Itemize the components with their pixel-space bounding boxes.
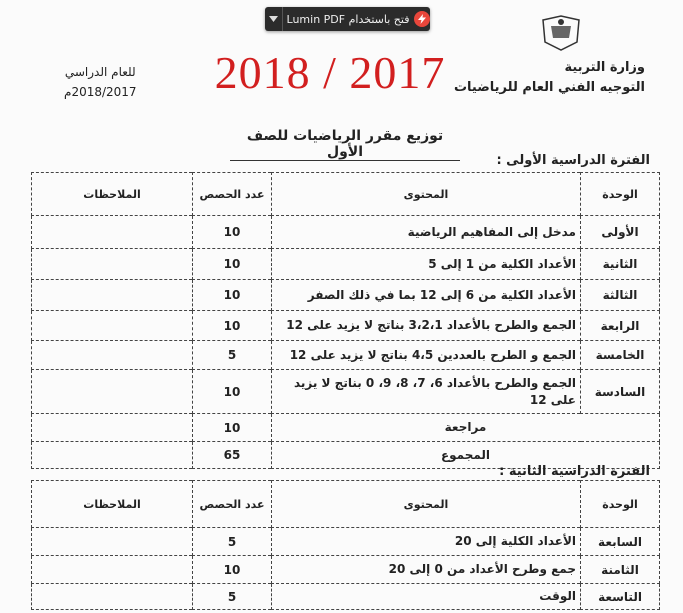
unit-cell: الخامسة	[581, 341, 660, 370]
header-unit: الوحدة	[581, 173, 660, 216]
review-label: مراجعة	[272, 414, 660, 442]
ministry-name: وزارة التربية	[564, 60, 645, 75]
table-row	[32, 528, 660, 556]
unit-cell: الثالثة	[581, 280, 660, 311]
notes-cell	[32, 280, 193, 311]
table-row	[32, 556, 660, 584]
total-count: 65	[193, 442, 272, 469]
header-content: المحتوى	[272, 481, 581, 528]
header-count: عدد الحصص	[193, 173, 272, 216]
table-row	[32, 249, 660, 280]
notes-cell	[32, 442, 193, 469]
year-title: 2018 / 2017	[214, 47, 446, 98]
supervision-name: التوجيه الفني العام للرياضيات	[453, 80, 645, 95]
content-cell: الأعداد الكلية إلى 20	[272, 528, 581, 556]
count-cell: 10	[193, 249, 272, 280]
header-notes: الملاحظات	[32, 481, 193, 528]
unit-cell: السابعة	[581, 528, 660, 556]
school-year-block	[64, 62, 137, 102]
review-count: 10	[193, 414, 272, 442]
table-header-row	[32, 481, 660, 528]
content-cell: الجمع والطرح بالأعداد 6، 7، 8، 9، 0 بناتج لا يزيد على 12	[272, 370, 581, 414]
total-label: المجموع	[272, 442, 660, 469]
lumin-open-bar[interactable]	[265, 7, 430, 31]
unit-cell: الثانية	[581, 249, 660, 280]
header-content: المحتوى	[272, 173, 581, 216]
table-row	[32, 216, 660, 249]
content-cell: مدخل إلى المفاهيم الرياضية	[272, 216, 581, 249]
term2-title: الفترة الدراسية الثانية :	[499, 464, 650, 479]
lumin-logo-icon	[413, 7, 430, 31]
notes-cell	[32, 528, 193, 556]
count-cell: 5	[193, 584, 272, 610]
notes-cell	[32, 311, 193, 341]
table-header-row	[32, 173, 660, 216]
notes-cell	[32, 216, 193, 249]
table-row	[32, 370, 660, 414]
term1-table	[31, 172, 660, 469]
table-row	[32, 341, 660, 370]
notes-cell	[32, 414, 193, 442]
notes-cell	[32, 341, 193, 370]
count-cell: 10	[193, 370, 272, 414]
content-cell: الأعداد الكلية من 6 إلى 12 بما في ذلك الصفر	[272, 280, 581, 311]
subject-title: توزيع مقرر الرياضيات للصف الأول	[230, 128, 460, 161]
content-cell: جمع وطرح الأعداد من 0 إلى 20	[272, 556, 581, 584]
count-cell: 10	[193, 216, 272, 249]
chevron-down-icon[interactable]	[265, 7, 283, 31]
count-cell: 5	[193, 341, 272, 370]
notes-cell	[32, 249, 193, 280]
term1-title: الفترة الدراسية الأولى :	[496, 153, 650, 168]
ministry-block	[454, 58, 645, 98]
open-with-lumin-label[interactable]: فتح باستخدام Lumin PDF	[286, 12, 410, 26]
content-cell: الجمع و الطرح بالعددين 4،5 بناتج لا يزيد على 12	[272, 341, 581, 370]
unit-cell: التاسعة	[581, 584, 660, 610]
unit-cell: الأولى	[581, 216, 660, 249]
notes-cell	[32, 556, 193, 584]
header-notes: الملاحظات	[32, 173, 193, 216]
content-cell: الجمع والطرح بالأعداد 3،2،1 بناتج لا يزيد على 12	[272, 311, 581, 341]
header-unit: الوحدة	[581, 481, 660, 528]
count-cell: 10	[193, 556, 272, 584]
content-cell: الأعداد الكلية من 1 إلى 5	[272, 249, 581, 280]
ministry-emblem-icon	[539, 12, 583, 52]
unit-cell: السادسة	[581, 370, 660, 414]
unit-cell: الثامنة	[581, 556, 660, 584]
count-cell: 5	[193, 528, 272, 556]
count-cell: 10	[193, 311, 272, 341]
content-cell: الوقت	[272, 584, 581, 610]
notes-cell	[32, 584, 193, 610]
notes-cell	[32, 370, 193, 414]
review-row	[32, 414, 660, 442]
term2-table	[31, 480, 660, 610]
count-cell: 10	[193, 280, 272, 311]
unit-cell: الرابعة	[581, 311, 660, 341]
header-count: عدد الحصص	[193, 481, 272, 528]
table-row	[32, 311, 660, 341]
table-row	[32, 584, 660, 610]
school-year-label: للعام الدراسي	[64, 65, 136, 79]
school-year-value: 2018/2017م	[64, 85, 137, 99]
table-row	[32, 280, 660, 311]
